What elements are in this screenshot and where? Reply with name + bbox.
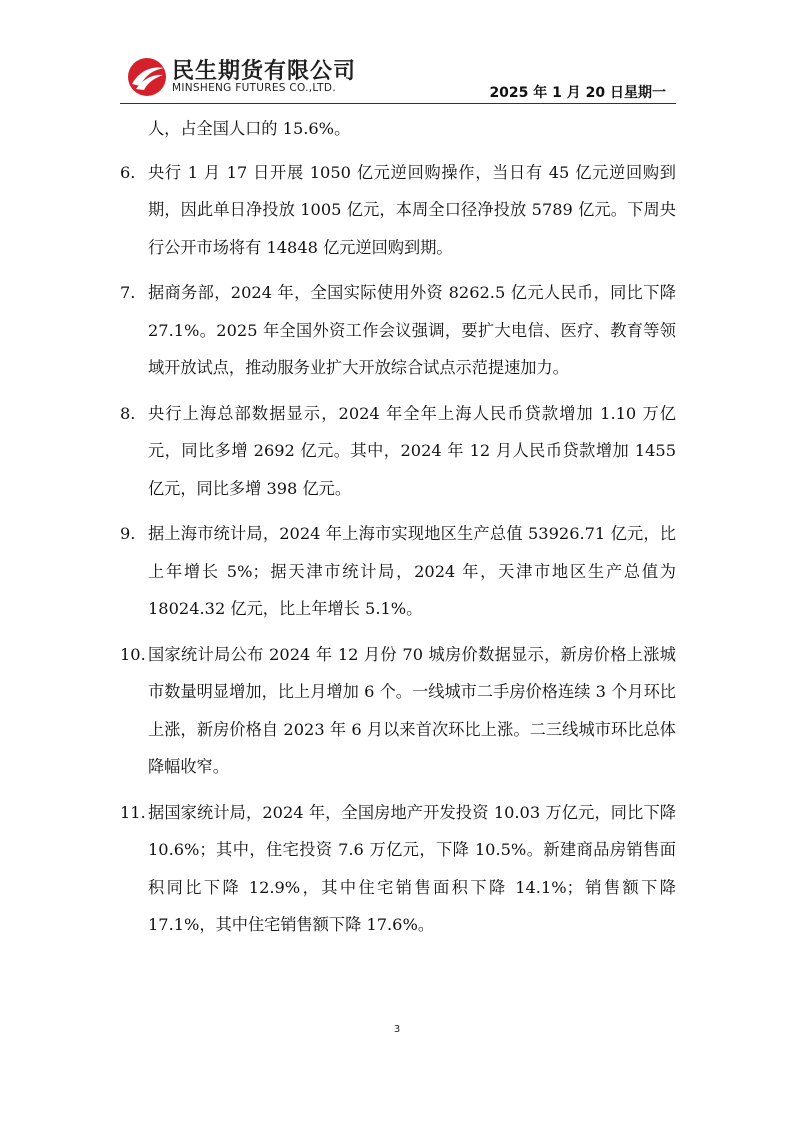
item-number: 10.: [120, 644, 146, 664]
list-item: [120, 515, 676, 628]
list-item: [120, 636, 676, 786]
item-text: 央行 1 月 17 日开展 1050 亿元逆回购操作，当日有 45 亿元逆回购到期，因此单日净投放 1005 亿元，本周全口径净投放 5789 亿元。下周央行公开市场将有 14848 亿元逆回购到期。: [148, 162, 676, 257]
list-item: [120, 274, 676, 387]
item-text: 据国家统计局，2024 年，全国房地产开发投资 10.03 万亿元，同比下降 10.6%；其中，住宅投资 7.6 万亿元，下降 10.5%。新建商品房销售面积同比下降 12.9%，其中住宅销售面积下降 14.1%；销售额下降 17.1%，其中住宅销售额下降 17.6%。: [148, 802, 676, 934]
continuation-body: 人，占全国人口的 15.6%。: [148, 119, 351, 138]
company-name-cn: 民生期货有限公司: [172, 59, 357, 84]
item-number: 11.: [120, 802, 146, 822]
item-text: 国家统计局公布 2024 年 12 月份 70 城房价数据显示，新房价格上涨城市数量明显增加，比上月增加 6 个。一线城市二手房价格连续 3 个月环比上涨，新房价格自 2023 年 6 月以来首次环比上涨。二三线城市环比总体降幅收窄。: [148, 644, 676, 776]
news-list: [120, 110, 676, 952]
item-number: 9.: [120, 524, 136, 543]
company-name-en: MINSHENG FUTURES CO.,LTD.: [172, 82, 336, 94]
item-text: 据上海市统计局，2024 年上海市实现地区生产总值 53926.71 亿元，比上年增长 5%；据天津市统计局，2024 年，天津市地区生产总值为 18024.32 亿元，比上年增长 5.1%。: [148, 524, 676, 618]
page-number: 3: [393, 1024, 401, 1035]
header-divider: [120, 103, 676, 104]
item-number: 6.: [120, 162, 136, 182]
minsheng-logo-icon: [126, 56, 168, 98]
item-number: 7.: [120, 283, 136, 302]
continuation-text: [120, 110, 676, 148]
item-text: 央行上海总部数据显示，2024 年全年上海人民币贷款增加 1.10 万亿元，同比多增 2692 亿元。其中，2024 年 12 月人民币贷款增加 1455 亿元，同比多增 398 亿元。: [148, 403, 676, 498]
page-header: [120, 50, 676, 106]
list-item: [120, 794, 676, 944]
item-text: 据商务部，2024 年，全国实际使用外资 8262.5 亿元人民币，同比下降 27.1%。2025 年全国外资工作会议强调，要扩大电信、医疗、教育等领域开放试点，推动服务业扩大开放综合试点示范提速加力。: [148, 283, 676, 377]
list-item: [120, 395, 676, 508]
report-date: 2025 年 1 月 20 日星期一: [489, 85, 666, 101]
item-number: 8.: [120, 403, 136, 423]
list-item: [120, 154, 676, 267]
